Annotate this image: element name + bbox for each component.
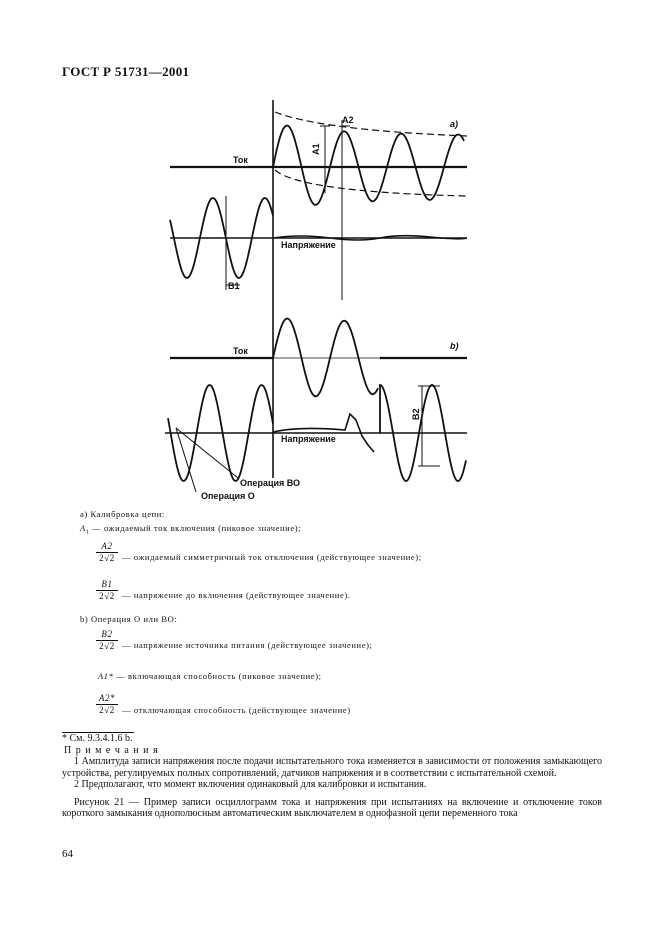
- legend-a1-row: [80, 524, 301, 536]
- figure-caption: Рисунок 21 — Пример записи осциллограмм тока и напряжения при испытаниях на включение и отключение токов короткого замыкания однополюсным автоматическим выключателем в однофазной цепи переменного тока: [62, 796, 602, 819]
- notes-heading: П р и м е ч а н и я: [64, 744, 159, 756]
- a1-marker: [320, 126, 330, 193]
- voltage-label-b: Напряжение: [281, 434, 336, 444]
- operation-o-label: Операция О: [201, 491, 255, 501]
- b1-description: — напряжение до включения (действующее значение).: [122, 590, 351, 600]
- b1-marker: [226, 196, 240, 290]
- operation-vo-label: Операция ВО: [240, 478, 301, 488]
- a1-star-symbol: A1*: [98, 671, 114, 681]
- a1-symbol: A: [80, 523, 86, 533]
- current-label-b: Ток: [233, 346, 248, 356]
- note-1: 1 Амплитуда записи напряжения после подачи испытательного тока изменяется в зависимости от положения замыкающего устройства, регулируемых полных сопротивлений, датчиков напряжения и в соответствии с испытательной схемой.: [62, 756, 602, 779]
- a2-star-fraction: $\frac{A2*}{2√2}$: [96, 694, 118, 715]
- panel-a-label: а): [450, 119, 459, 129]
- footnote: * См. 9.3.4.1.6 b.: [62, 733, 133, 744]
- a2-label: A2: [342, 115, 354, 125]
- legend-a-title: а) Калибровка цепи:: [80, 509, 165, 519]
- current-wave-a: [273, 126, 464, 205]
- a1-star-row: [98, 672, 322, 681]
- b2-label: B2: [411, 408, 421, 420]
- b2-marker: [418, 386, 440, 466]
- current-label-a: Ток: [233, 155, 248, 165]
- voltage-label-a: Напряжение: [281, 240, 336, 250]
- a1-description: — ожидаемый ток включения (пиковое значение);: [92, 523, 302, 533]
- b1-fraction: $\frac{B1}{2√2}$: [96, 580, 118, 601]
- b1-label: B1: [228, 281, 240, 291]
- current-wave-b: [273, 319, 378, 397]
- a1-subscript: 1: [85, 529, 90, 536]
- operation-o-pointer: [176, 428, 196, 492]
- legend-b-title: b) Операция О или ВО:: [80, 614, 178, 624]
- notes-block: [62, 732, 602, 820]
- envelope-upper: [275, 112, 467, 136]
- standard-header: ГОСТ Р 51731—2001: [62, 64, 190, 79]
- b2-fraction: $\frac{B2}{2√2}$: [96, 630, 118, 651]
- a2-star-description: — отключающая способность (действующее значение): [122, 705, 351, 715]
- a2-description: — ожидаемый симметричный ток отключения (действующее значение);: [122, 552, 422, 562]
- a1-label: A1: [311, 143, 321, 155]
- note-2: 2 Предполагают, что момент включения одинаковый для калибровки и испытания.: [74, 779, 427, 790]
- page-number: 64: [62, 848, 73, 860]
- operation-vo-pointer: [176, 428, 238, 478]
- a2-fraction: $\frac{A2}{2√2}$: [96, 542, 118, 563]
- panel-b-label: b): [450, 341, 459, 351]
- b2-description: — напряжение источника питания (действующее значение);: [122, 640, 373, 650]
- a1-star-description: — включающая способность (пиковое значение);: [116, 671, 322, 681]
- a2-marker: [342, 120, 350, 300]
